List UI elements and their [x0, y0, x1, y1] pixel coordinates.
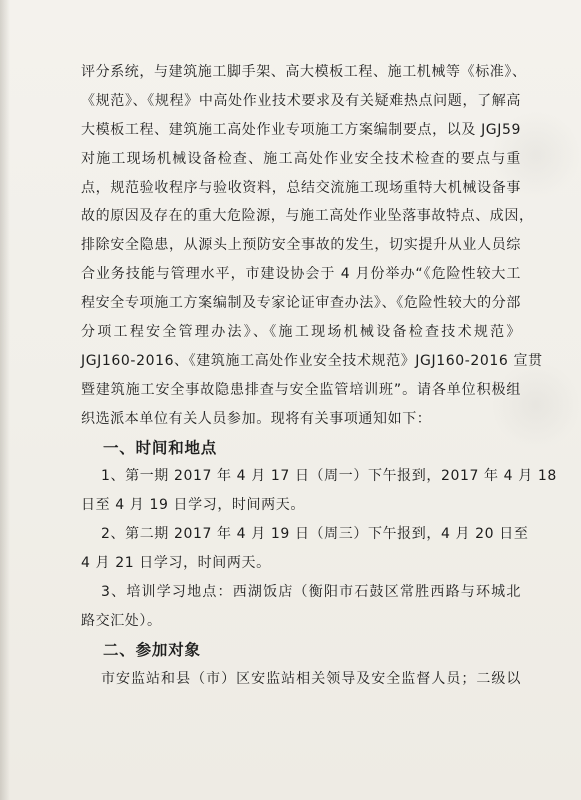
list-item-line: 路交汇处）。 — [81, 612, 162, 629]
paragraph-line: 点，规范验收程序与验收资料，总结交流施工现场重特大机械设备事 — [81, 179, 521, 196]
document-body — [81, 58, 557, 694]
list-item — [81, 578, 521, 636]
list-item-line: 日至 4 月 19 日学习，时间两天。 — [81, 497, 305, 514]
list-item-line: 4 月 21 日学习，时间两天。 — [81, 555, 271, 572]
paragraph-line: 程安全专项施工方案编制及专家论证审查办法》、《危险性较大的分部 — [81, 295, 521, 312]
paragraph-line: 暨建筑施工安全事故隐患排查与安全监管培训班”。请各单位积极组 — [81, 381, 521, 398]
list-item — [81, 520, 529, 578]
paragraph-line: 大模板工程、建筑施工高处作业专项施工方案编制要点，以及 JGJ59 — [81, 121, 521, 138]
paragraph-line: 评分系统，与建筑施工脚手架、高大模板工程、施工机械等《标准》、 — [81, 64, 527, 80]
paragraph-line: 市安监站和县（市）区安监站相关领导及安全监督人员；二级以 — [101, 670, 521, 687]
paragraph-line: 织选派本单位有关人员参加。现将有关事项通知如下： — [81, 410, 432, 427]
section-heading-participants: 二、参加对象 — [103, 640, 201, 659]
paragraph-line: 对施工现场机械设备检查、施工高处作业安全技术检查的要点与重 — [81, 150, 521, 167]
intro-paragraph — [81, 58, 543, 434]
paragraph-line: 合业务技能与管理水平，市建设协会于 4 月份举办“《危险性较大工 — [81, 266, 521, 283]
paragraph-line: 排除安全隐患，从源头上预防安全事故的发生，切实提升从业人员综 — [81, 237, 521, 254]
paragraph-line: 分项工程安全管理办法》、《施工现场机械设备检查技术规范》 — [81, 324, 521, 341]
list-item-line: 3、培训学习地点：西湖饭店（衡阳市石鼓区常胜西路与环城北 — [101, 584, 521, 601]
list-item — [81, 462, 557, 520]
section-heading-time-place: 一、时间和地点 — [103, 438, 218, 457]
list-item-line: 2、第二期 2017 年 4 月 19 日（周三）下午报到，4 月 20 日至 — [101, 526, 529, 543]
paragraph-line: 《规范》、《规程》中高处作业技术要求及有关疑难热点问题，了解高 — [81, 92, 521, 109]
paragraph-line: JGJ160-2016、《建筑施工高处作业安全技术规范》JGJ160-2016 宣贯 — [81, 352, 543, 369]
scan-edge-shadow — [0, 0, 10, 800]
paragraph-line: 故的原因及存在的重大危险源，与施工高处作业坠落事故特点、成因， — [81, 208, 534, 225]
list-item-line: 1、第一期 2017 年 4 月 17 日（周一）下午报到，2017 年 4 月 18 — [101, 468, 557, 485]
participants-paragraph — [81, 665, 521, 694]
